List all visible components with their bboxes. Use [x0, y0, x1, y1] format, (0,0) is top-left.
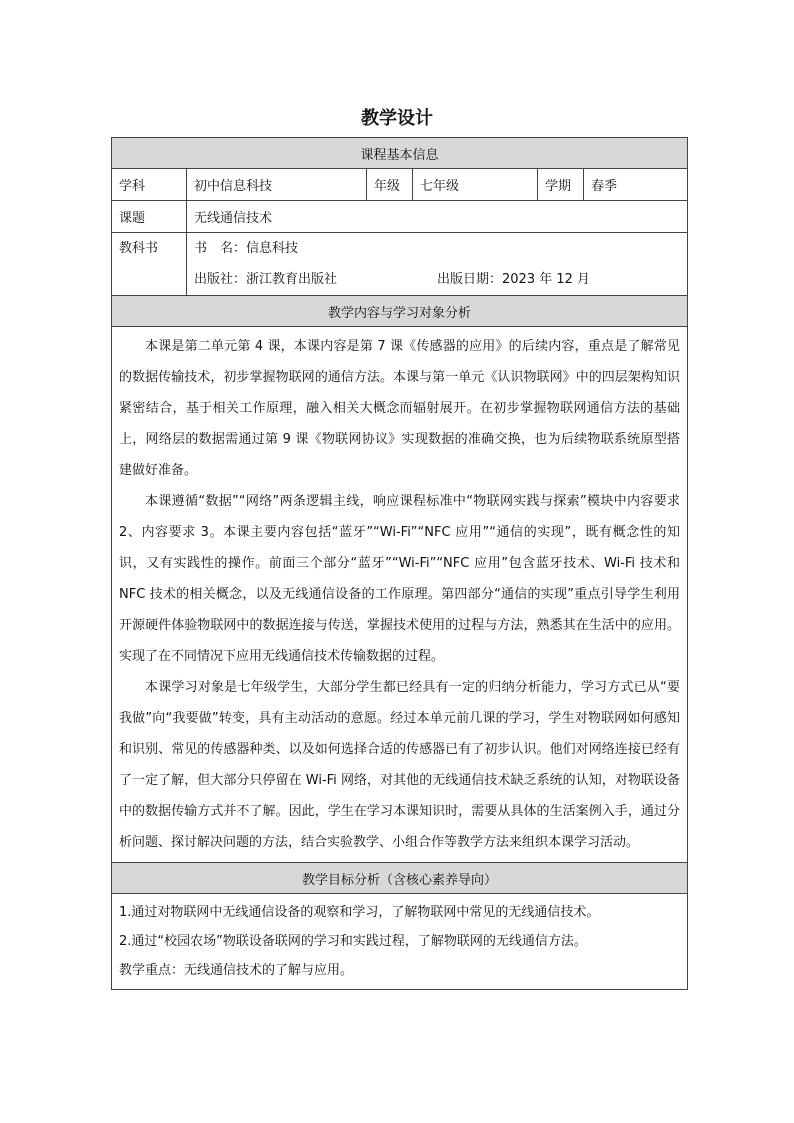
analysis-header-row — [112, 296, 688, 327]
publisher-line — [194, 264, 680, 295]
subject-label: 学科 — [112, 169, 187, 201]
publisher: 出版社：浙江教育出版社 — [194, 272, 338, 287]
book-name: 书 名：信息科技 — [194, 241, 299, 256]
basic-info-header: 课程基本信息 — [112, 138, 688, 169]
teaching-focus: 教学重点：无线通信技术的了解与应用。 — [119, 963, 354, 978]
objective-item: 1.通过对物联网中无线通信设备的观察和学习，了解物联网中常见的无线通信技术。 — [119, 905, 600, 920]
grade-value: 七年级 — [413, 169, 538, 201]
analysis-header: 教学内容与学习对象分析 — [112, 296, 688, 327]
subject-row — [112, 169, 688, 201]
term-value: 春季 — [584, 169, 688, 201]
textbook-info — [187, 233, 688, 296]
objectives-content — [112, 894, 688, 990]
basic-info-header-row — [112, 138, 688, 169]
topic-value: 无线通信技术 — [187, 201, 688, 233]
grade-label: 年级 — [367, 169, 413, 201]
topic-row — [112, 201, 688, 233]
analysis-content — [112, 327, 688, 863]
analysis-row — [112, 327, 688, 863]
lesson-plan-table — [111, 137, 688, 990]
analysis-paragraph: 本课遵循“数据”“网络”两条逻辑主线，响应课程标准中“物联网实践与探索”模块中内容要求 2、内容要求 3。本课主要内容包括“蓝牙”“Wi-Fi”“NFC 应用”“通信的实现”，既有概念性的知识，又有实践性的操作。前面三个部分“蓝牙”“Wi-Fi”“NFC 应用”包含蓝牙技术、Wi-Fi 技术和 NFC 技术的相关概念，以及无线通信设备的工作原理。第四部分“通信的实现”重点引导学生利用开源硬件体验物联网中的数据连接与传送，掌握技术使用的过程与方法，熟悉其在生活中的应用。实现了在不同情况下应用无线通信技术传输数据的过程。 — [119, 494, 681, 664]
objectives-row — [112, 894, 688, 990]
term-label: 学期 — [538, 169, 584, 201]
objectives-header-row — [112, 863, 688, 894]
page-title: 教学设计 — [361, 108, 433, 129]
textbook-row — [112, 233, 688, 296]
analysis-paragraph: 本课学习对象是七年级学生，大部分学生都已经具有一定的归纳分析能力，学习方式已从“要我做”向“我要做”转变，具有主动活动的意愿。经过本单元前几课的学习，学生对物联网如何感知和识别、常见的传感器种类、以及如何选择合适的传感器已有了初步认识。他们对网络连接已经有了一定了解，但大部分只停留在 Wi-Fi 网络，对其他的无线通信技术缺乏系统的认知，对物联设备中的数据传输方式并不了解。因此，学生在学习本课知识时，需要从具体的生活案例入手，通过分析问题、探讨解决问题的方法，结合实验教学、小组合作等教学方法来组织本课学习活动。 — [119, 680, 681, 850]
objectives-header: 教学目标分析（含核心素养导向） — [112, 863, 688, 894]
textbook-label: 教科书 — [112, 233, 187, 296]
subject-value: 初中信息科技 — [187, 169, 367, 201]
publication-date: 出版日期：2023 年 12 月 — [437, 272, 591, 287]
objective-item: 2.通过“校园农场”物联设备联网的学习和实践过程，了解物联网的无线通信方法。 — [119, 934, 587, 949]
analysis-paragraph: 本课是第二单元第 4 课，本课内容是第 7 课《传感器的应用》的后续内容，重点是了解常见的数据传输技术，初步掌握物联网的通信方法。本课与第一单元《认识物联网》中的四层架构知识紧密结合，基于相关工作原理，融入相关大概念而辐射展开。在初步掌握物联网通信方法的基础上，网络层的数据需通过第 9 课《物联网协议》实现数据的准确交换，也为后续物联系统原型搭建做好准备。 — [119, 339, 681, 478]
topic-label: 课题 — [112, 201, 187, 233]
